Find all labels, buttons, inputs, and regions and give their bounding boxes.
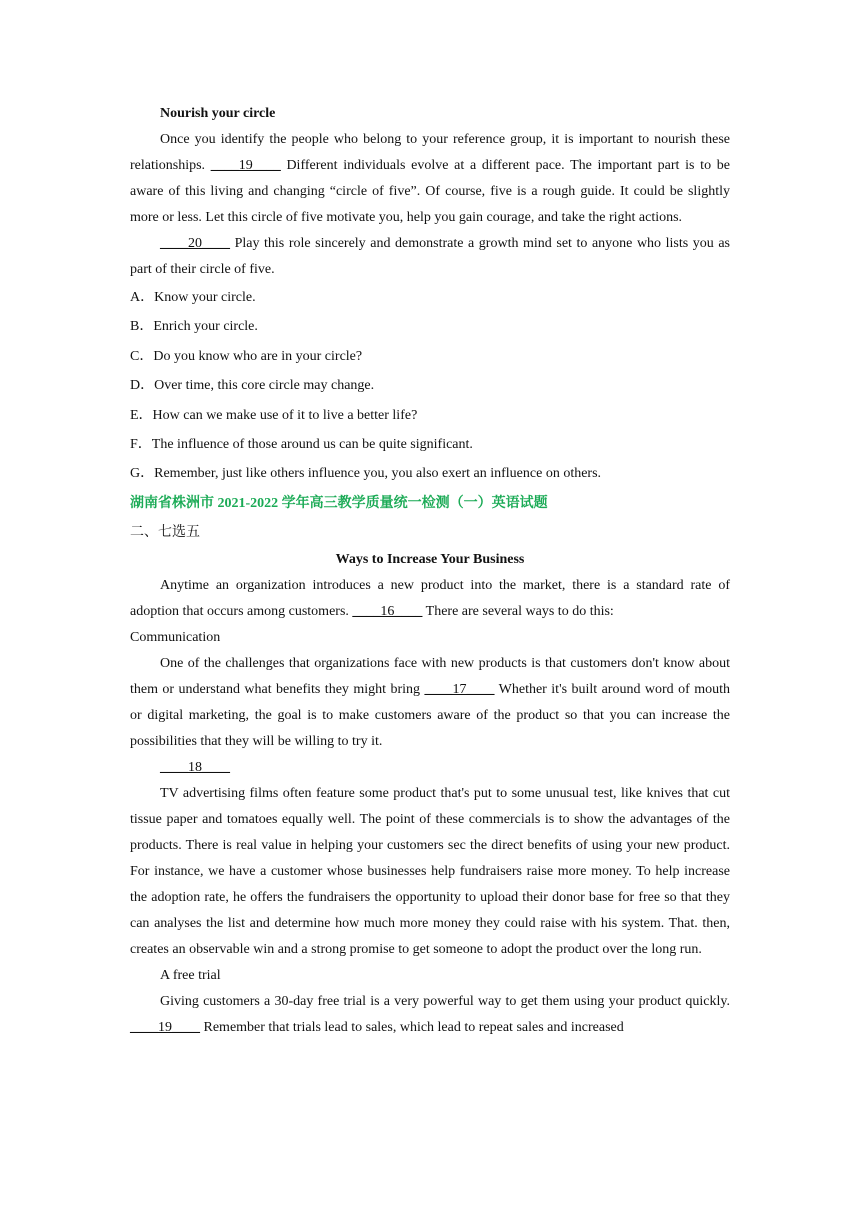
blank-19: ____19____: [210, 158, 281, 173]
paragraph: [130, 573, 730, 625]
blank-16: ____16____: [352, 604, 423, 620]
blank-20: ____20____: [160, 236, 230, 251]
option-c: C．Do you know who are in your circle?: [130, 348, 363, 364]
section-label: 二、七选五: [130, 524, 200, 540]
subheading-free-trial: A free trial: [160, 968, 221, 984]
blank-18: ____18____: [160, 760, 230, 776]
paragraph-text: Once you identify the people who belong to your reference group, it is important to nourish these relationships.: [130, 132, 730, 173]
subheading-communication: Communication: [130, 630, 221, 646]
blank-19: ____19____: [130, 1020, 200, 1036]
paragraph-text: Giving customers a 30-day free trial is a very powerful way to get them using your product quickly.: [160, 994, 730, 1010]
article-title: Ways to Increase Your Business: [335, 552, 525, 568]
option-e: E．How can we make use of it to live a better life?: [130, 407, 418, 423]
paragraph: [130, 989, 730, 1041]
document-body: [130, 101, 730, 1041]
paragraph-text: Anytime an organization introduces a new product into the market, there is a standard rate of adoption that occurs among customers.: [130, 578, 730, 620]
paragraph-text: One of the challenges that organizations face with new products is that customers don't know about them or understand what benefits they might bring: [130, 656, 730, 698]
paragraph-text: Play this role sincerely and demonstrate a growth mind set to anyone who lists you as part of their circle of five.: [130, 236, 730, 277]
paragraph: TV advertising films often feature some product that's put to some unusual test, like knives that cut tissue paper and tomatoes equally well. The point of these commercials is to show the advantages of the products. There is real value in helping your customers sec the direct benefits of using your new product. For instance, we have a customer whose businesses help fundraisers raise more money. To help increase the adoption rate, he offers the fundraisers the opportunity to upload their donor base for free so that they can analyses the list and determine how much more money they could raise with his system. That. then, creates an observable win and a strong promise to get someone to adopt the product over the long run.: [130, 786, 730, 958]
paragraph: [130, 127, 730, 231]
option-d: D．Over time, this core circle may change.: [130, 378, 375, 394]
paragraph-text: Whether it's built around word of mouth or digital marketing, the goal is to make customers aware of the product so that you can increase the possibilities that they will be willing to try it.: [130, 682, 730, 750]
paragraph-text: There are several ways to do this:: [422, 604, 614, 620]
option-g: G．Remember, just like others influence you, you also exert an influence on others.: [130, 466, 602, 482]
option-b: B．Enrich your circle.: [130, 319, 258, 335]
paragraph: [130, 755, 730, 781]
blank-17: ____17____: [424, 682, 495, 698]
section-heading: Nourish your circle: [160, 106, 276, 121]
source-title: 湖南省株洲市 2021-2022 学年高三教学质量统一检测（一）英语试题: [130, 495, 548, 511]
option-f: F．The influence of those around us can be quite significant.: [130, 437, 473, 453]
paragraph-text: Different individuals evolve at a different pace. The important part is to be aware of this living and changing “circle of five”. Of course, five is a rough guide. It could be slightly more or less. Let this circle of five motivate you, help you gain courage, and take the right actions.: [130, 158, 730, 225]
paragraph: [130, 231, 730, 283]
paragraph-text: Remember that trials lead to sales, which lead to repeat sales and increased: [200, 1020, 624, 1036]
paragraph: [130, 651, 730, 755]
option-a: A．Know your circle.: [130, 290, 256, 305]
